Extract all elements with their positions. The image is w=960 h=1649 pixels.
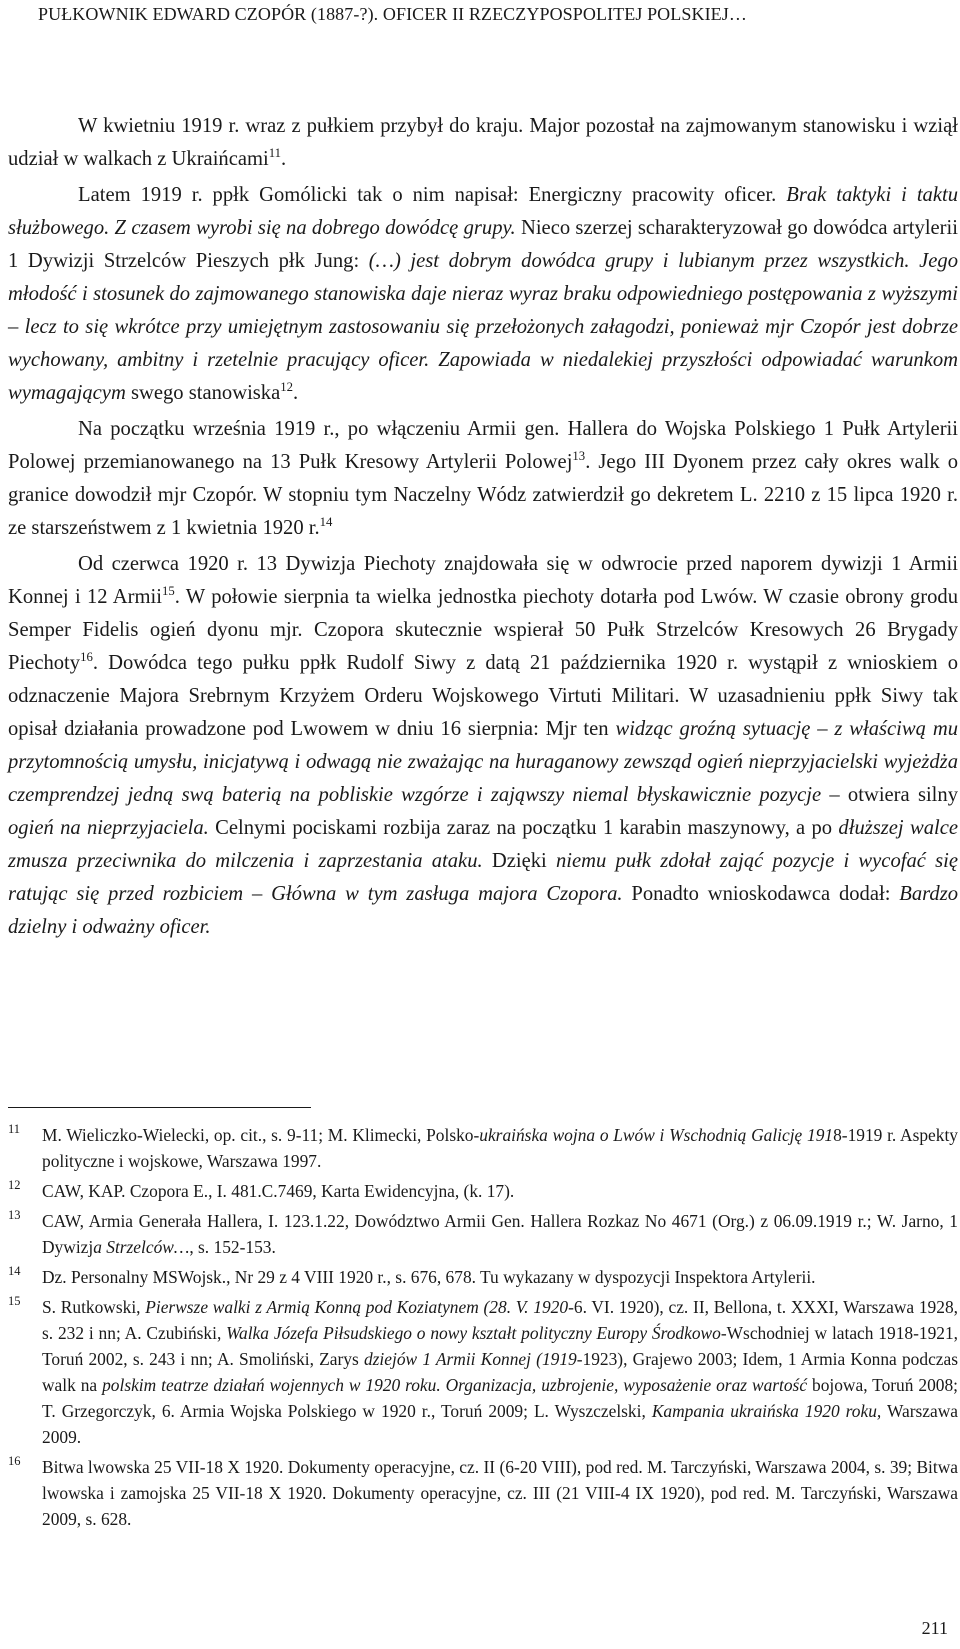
footnote [8, 1264, 958, 1290]
footnote [8, 1122, 958, 1174]
footnote-separator [8, 1107, 311, 1108]
footnote-text: M. Wieliczko-Wielecki, op. cit., s. 9-11; M. Klimecki, Polsko-ukraińska wojna o Lwów i Wschodnią Galicję 1918-1919 r. Aspekty polityczne i wojskowe, Warszawa 1997. [42, 1125, 958, 1171]
footnote [8, 1454, 958, 1532]
footnote-number: 11 [8, 1122, 21, 1136]
footnote-text: Bitwa lwowska 25 VII-18 X 1920. Dokumenty operacyjne, cz. II (6-20 VIII), pod red. M. Tarczyński, Warszawa 2004, s. 39; Bitwa lwowska i zamojska 25 VII-18 X 1920. Dokumenty operacyjne, cz. III (21 VIII-4 IX 1920), pod red. M. Tarczyński, Warszawa 2009, s. 628. [42, 1457, 958, 1529]
footnote-number: 13 [8, 1208, 21, 1222]
footnote-number: 15 [8, 1294, 21, 1308]
footnote-number: 14 [8, 1264, 21, 1278]
footnote-text: S. Rutkowski, Pierwsze walki z Armią Konną pod Koziatynem (28. V. 1920-6. VI. 1920), cz. II, Bellona, t. XXXI, Warszawa 1928, s. 232 i nn; A. Czubiński, Walka Józefa Piłsudskiego o nowy kształt polityczny Europy Środkowo-Wschodniej w latach 1918-1921, Toruń 2002, s. 243 i nn; A. Smoliński, Zarys dziejów 1 Armii Konnej (1919-1923), Grajewo 2003; Idem, 1 Armia Konna podczas walk na polskim teatrze działań wojennych w 1920 roku. Organizacja, uzbrojenie, wyposażenie oraz wartość bojowa, Toruń 2008; T. Grzegorczyk, 6. Armia Wojska Polskiego w 1920 r., Toruń 2009; L. Wyszczelski, Kampania ukraińska 1920 roku, Warszawa 2009. [42, 1297, 959, 1447]
footnote-number: 12 [8, 1178, 21, 1192]
paragraph-4: Od czerwca 1920 r. 13 Dywizja Piechoty znajdowała się w odwrocie przed naporem dywizji 1 Armii Konnej i 12 Armii$^{15}$. W połowie sierpnia ta wielka jednostka piechoty dotarła pod Lwów. W czasie obrony grodu Semper Fidelis ogień dyonu mjr. Czopora skutecznie wspierał 50 Pułk Strzelców Kresowych 26 Brygady Piechoty$^{16}$. Dowódca tego pułku ppłk Rudolf Siwy z datą 21 października 1920 r. wystąpił z wnioskiem o odznaczenie Majora Srebrnym Krzyżem Orderu Wojskowego Virtuti Militari. W uzasadnieniu ppłk Siwy tak opisał działania prowadzone pod Lwowem w dniu 16 sierpnia: Mjr ten widząc groźną sytuację – z właściwą mu przytomnością umysłu, inicjatywą i odwagą nie zważając na huraganowy zewsząd ogień nieprzyjacielski wyjeżdża czemprendzej jedną swą baterią na pobliskie wzgórze i zająwszy niemal błyskawicznie pozycje – otwiera silny ogień na nieprzyjaciela. Celnymi pociskami rozbija zaraz na początku 1 karabin maszynowy, a po dłuższej walce zmusza przeciwnika do milczenia i zaprzestania ataku. Dzięki niemu pułk zdołał zająć pozycje i wycofać się ratując się przed rozbiciem – Główna w tym zasługa majora Czopora. Ponadto wnioskodawca dodał: Bardzo dzielny i odważny oficer. [8, 553, 958, 938]
body-text [8, 110, 958, 944]
footnote [8, 1294, 958, 1450]
footnotes [8, 1122, 958, 1536]
footnote [8, 1208, 958, 1260]
footnote-text: CAW, KAP. Czopora E., I. 481.C.7469, Karta Ewidencyjna, (k. 17). [42, 1181, 515, 1201]
page-number: 211 [921, 1618, 948, 1638]
paragraph-3: Na początku września 1919 r., po włączeniu Armii gen. Hallera do Wojska Polskiego 1 Pułk Artylerii Polowej przemianowanego na 13 Pułk Kresowy Artylerii Polowej$^{13}$. Jego III Dyonem przez cały okres walk o granice dowodził mjr Czopór. W stopniu tym Naczelny Wódz zatwierdził go dekretem L. 2210 z 15 lipca 1920 r. ze starszeństwem z 1 kwietnia 1920 r.$^{14}$ [8, 418, 958, 539]
footnote-number: 16 [8, 1454, 21, 1468]
running-header: PUŁKOWNIK EDWARD CZOPÓR (1887-?). OFICER II RZECZYPOSPOLITEJ POLSKIEJ… [38, 4, 747, 24]
footnote-text: Dz. Personalny MSWojsk., Nr 29 z 4 VIII 1920 r., s. 676, 678. Tu wykazany w dyspozycji Inspektora Artylerii. [42, 1267, 816, 1287]
footnote-text: CAW, Armia Generała Hallera, I. 123.1.22, Dowództwo Armii Gen. Hallera Rozkaz No 4671 (Org.) z 06.09.1919 r.; W. Jarno, 1 Dywizja Strzelców…, s. 152-153. [42, 1211, 958, 1257]
paragraph-2: Latem 1919 r. ppłk Gomólicki tak o nim napisał: Energiczny pracowity oficer. Brak taktyki i taktu służbowego. Z czasem wyrobi się na dobrego dowódcę grupy. Nieco szerzej scharakteryzował go dowódca artylerii 1 Dywizji Strzelców Pieszych płk Jung: (…) jest dobrym dowódca grupy i lubianym przez wszystkich. Jego młodość i stosunek do zajmowanego stanowiska daje nieraz wyraz braku odpowiedniego postępowania z wyższymi – lecz to się wkrótce przy umiejętnym zastosowaniu się przełożonych załagodzi, ponieważ mjr Czopór jest dobrze wychowany, ambitny i rzetelnie pracujący oficer. Zapowiada w niedalekiej przyszłości odpowiadać warunkom wymagającym swego stanowiska$^{12}$. [8, 184, 958, 404]
footnote [8, 1178, 958, 1204]
paragraph-1: W kwietniu 1919 r. wraz z pułkiem przybył do kraju. Major pozostał na zajmowanym stanowisku i wziął udział w walkach z Ukraińcami$^{11}$. [8, 115, 958, 170]
